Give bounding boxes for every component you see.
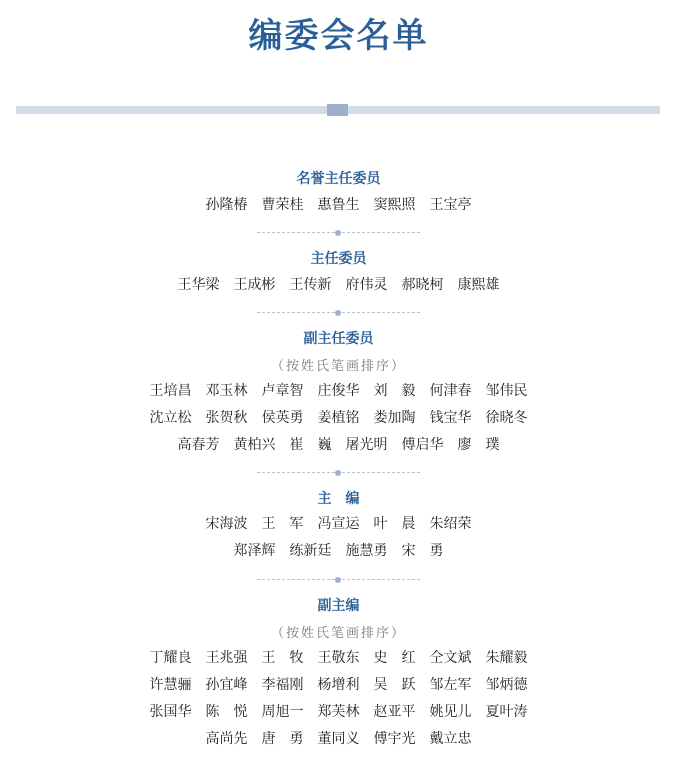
member-name: 许慧骊	[149, 677, 192, 693]
member-name: 姜植铭	[317, 410, 360, 426]
member-name: 傅启华	[401, 437, 444, 453]
member-name: 邓玉林	[205, 383, 248, 399]
member-name: 唐 勇	[261, 731, 304, 747]
member-name: 王敬东	[317, 650, 360, 666]
member-name: 夏叶涛	[485, 704, 528, 720]
member-name: 康熙雄	[457, 277, 500, 293]
member-name: 王培昌	[149, 383, 192, 399]
member-name: 王传新	[289, 277, 332, 293]
member-name: 叶 晨	[373, 516, 416, 532]
name-row	[0, 675, 677, 695]
member-name: 高尚先	[205, 731, 248, 747]
member-name: 邹左军	[429, 677, 472, 693]
member-name: 徐晓冬	[485, 410, 528, 426]
section-divider	[257, 308, 420, 318]
member-name: 卢章智	[261, 383, 304, 399]
name-row	[0, 702, 677, 722]
member-name: 朱绍荣	[429, 516, 472, 532]
section-title-honorary: 名誉主任委员	[296, 171, 381, 187]
member-name: 赵亚平	[373, 704, 416, 720]
member-name: 邹伟民	[485, 383, 528, 399]
section-sort-note: （按姓氏笔画排序）	[270, 626, 406, 641]
section-sort-note: （按姓氏笔画排序）	[270, 359, 406, 374]
member-name: 傅宇光	[373, 731, 416, 747]
member-name: 冯宣运	[317, 516, 360, 532]
member-name: 宋海波	[205, 516, 248, 532]
divider-dot	[335, 310, 341, 316]
section-divider	[257, 228, 420, 238]
member-name: 娄加陶	[373, 410, 416, 426]
member-name: 刘 毅	[373, 383, 416, 399]
member-name: 丁耀良	[149, 650, 192, 666]
header-divider-left	[16, 106, 327, 114]
member-name: 屠光明	[345, 437, 388, 453]
member-name: 何津春	[429, 383, 472, 399]
member-name: 张贺秋	[205, 410, 248, 426]
member-name: 孙隆椿	[205, 197, 248, 213]
member-name: 李福刚	[261, 677, 304, 693]
member-name: 王宝亭	[429, 197, 472, 213]
member-name: 高春芳	[177, 437, 220, 453]
member-name: 张国华	[149, 704, 192, 720]
member-name: 史 红	[373, 650, 416, 666]
page-title: 编委会名单	[248, 16, 429, 56]
name-row	[0, 195, 677, 215]
member-name: 王成彬	[233, 277, 276, 293]
divider-dot	[335, 577, 341, 583]
member-name: 施慧勇	[345, 543, 388, 559]
member-name: 杨增利	[317, 677, 360, 693]
member-name: 沈立松	[149, 410, 192, 426]
section-divider	[257, 575, 420, 585]
member-name: 廖 璞	[457, 437, 500, 453]
name-row	[0, 408, 677, 428]
member-name: 黄柏兴	[233, 437, 276, 453]
name-row	[0, 541, 677, 561]
section-title-deputy-editor: 副主编	[317, 598, 360, 614]
member-name: 吴 跃	[373, 677, 416, 693]
divider-dot	[335, 230, 341, 236]
header-divider-right	[348, 106, 660, 114]
member-name: 府伟灵	[345, 277, 388, 293]
member-name: 惠鲁生	[317, 197, 360, 213]
member-name: 郑泽辉	[233, 543, 276, 559]
divider-dot	[335, 470, 341, 476]
member-name: 王华梁	[177, 277, 220, 293]
member-name: 练新廷	[289, 543, 332, 559]
member-name: 王兆强	[205, 650, 248, 666]
member-name: 郑芙林	[317, 704, 360, 720]
member-name: 陈 悦	[205, 704, 248, 720]
name-row	[0, 729, 677, 749]
name-row	[0, 435, 677, 455]
member-name: 窦熙照	[373, 197, 416, 213]
member-name: 仝文斌	[429, 650, 472, 666]
member-name: 钱宝华	[429, 410, 472, 426]
member-name: 戴立忠	[429, 731, 472, 747]
member-name: 侯英勇	[261, 410, 304, 426]
member-name: 王 牧	[261, 650, 304, 666]
name-row	[0, 381, 677, 401]
member-name: 姚见儿	[429, 704, 472, 720]
member-name: 宋 勇	[401, 543, 444, 559]
member-name: 周旭一	[261, 704, 304, 720]
member-name: 董同义	[317, 731, 360, 747]
member-name: 崔 巍	[289, 437, 332, 453]
member-name: 邹炳德	[485, 677, 528, 693]
member-name: 庄俊华	[317, 383, 360, 399]
member-name: 王 军	[261, 516, 304, 532]
member-name: 孙宜峰	[205, 677, 248, 693]
section-title-chief-editor: 主 编	[317, 491, 360, 507]
name-row	[0, 648, 677, 668]
member-name: 朱耀毅	[485, 650, 528, 666]
section-divider	[257, 468, 420, 478]
header-divider-marker	[327, 104, 348, 116]
section-title-vice-director: 副主任委员	[303, 331, 374, 347]
section-title-director: 主任委员	[310, 251, 367, 267]
member-name: 郝晓柯	[401, 277, 444, 293]
name-row	[0, 514, 677, 534]
member-name: 曹荣桂	[261, 197, 304, 213]
name-row	[0, 275, 677, 295]
